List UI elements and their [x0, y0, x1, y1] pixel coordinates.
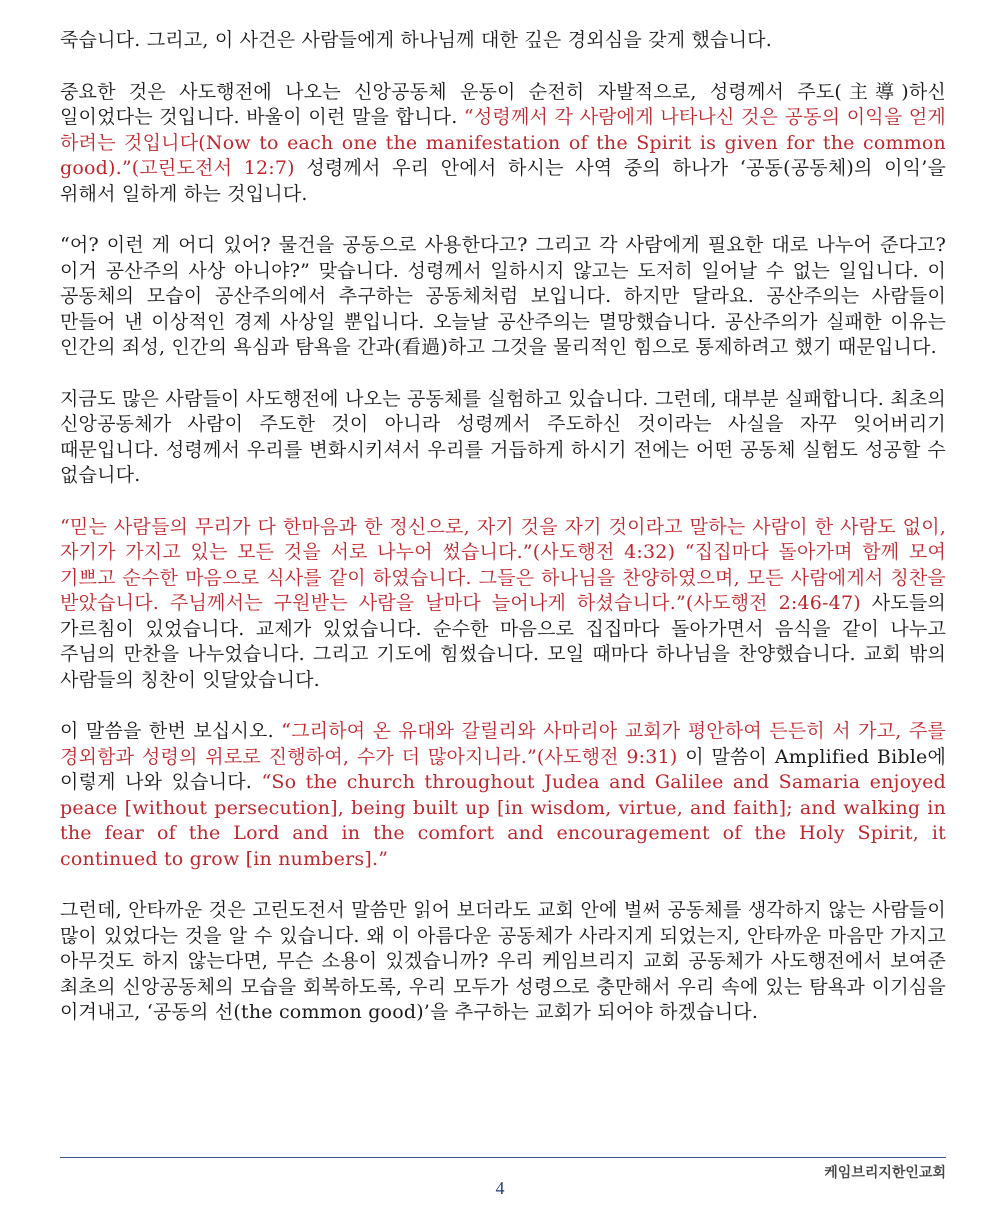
paragraph-text: 중요한 것은 사도행전에 나오는 신앙공동체 운동이 순전히 자발적으로, 성령께서 주도(主導)하신 일이었다는 것입니다. 바울이 이런 말을 합니다. — [60, 80, 946, 128]
footer-church-name: 케임브리지한인교회 — [824, 1165, 946, 1181]
page-body — [60, 28, 946, 1052]
scripture-quote: “믿는 사람들의 무리가 다 한마음과 한 정신으로, 자기 것을 자기 것이라고 말하는 사람이 한 사람도 없이, 자기가 가지고 있는 모든 것을 서로 나누어 썼습니다.”(사도행전 4:32) “집집마다 돌아가며 함께 모여 기쁘고 순수한 마음으로 식사를 같이 하였습니다. 그들은 하나님을 찬양하였으며, 모든 사람에게서 칭찬을 받았습니다. 주님께서는 구원받는 사람을 날마다 늘어나게 하셨습니다.”(사도행전 2:46-47) — [60, 515, 946, 614]
paragraph-text: 지금도 많은 사람들이 사도행전에 나오는 공동체를 실험하고 있습니다. 그런데, 대부분 실패합니다. 최초의 신앙공동체가 사람이 주도한 것이 아니라 성령께서 주도하신 것이라는 사실을 자꾸 잊어버리기 때문입니다. 성령께서 우리를 변화시키셔서 우리를 거듭하게 하시기 전에는 어떤 공동체 실험도 성공할 수 없습니다. — [60, 387, 946, 486]
page-number: 4 — [495, 1178, 505, 1198]
paragraph — [60, 80, 946, 208]
paragraph-text: “어? 이런 게 어디 있어? 물건을 공동으로 사용한다고? 그리고 각 사람에게 필요한 대로 나누어 준다고? 이거 공산주의 사상 아니야?” 맞습니다. 성령께서 일하시지 않고는 도저히 일어날 수 없는 일입니다. 이 공동체의 모습이 공산주의에서 추구하는 공동체처럼 보입니다. 하지만 달라요. 공산주의는 사람들이 만들어 낸 이상적인 경제 사상일 뿐입니다. 오늘날 공산주의는 멸망했습니다. 공산주의가 실패한 이유는 인간의 죄성, 인간의 욕심과 탐욕을 간과(看過)하고 그것을 물리적인 힘으로 통제하려고 했기 때문입니다. — [60, 234, 946, 358]
footer-divider — [60, 1157, 946, 1158]
scripture-quote: “그리하여 온 유대와 갈릴리와 사마리아 교회가 평안하여 든든히 서 가고, 주를 경외함과 성령의 위로로 진행하여, 수가 더 많아지니라.”(사도행전 9:31) — [60, 720, 946, 768]
scripture-quote-english: “So the church throughout Judea and Galilee and Samaria enjoyed peace [without persecution], being built up [in wisdom, virtue, and faith]; and walking in the fear of the Lord and in the comfort and encouragement of the Holy Spirit, it continued to grow [in numbers].” — [60, 771, 946, 870]
paragraph — [60, 28, 946, 54]
paragraph — [60, 387, 946, 489]
paragraph — [60, 233, 946, 361]
paragraph-text: 성령께서 우리 안에서 하시는 사역 중의 하나가 ‘공동(공동체)의 이익’을 위해서 일하게 하는 것입니다. — [60, 157, 946, 205]
paragraph-text: 이 말씀을 한번 보십시오. — [60, 720, 282, 742]
paragraph-text: 그런데, 안타까운 것은 고린도전서 말씀만 읽어 보더라도 교회 안에 벌써 공동체를 생각하지 않는 사람들이 많이 있었다는 것을 알 수 있습니다. 왜 이 아름다운 공동체가 사라지게 되었는지, 안타까운 마음만 가지고 아무것도 하지 않는다면, 무슨 소용이 있겠습니까? 우리 케임브리지 교회 공동체가 사도행전에서 보여준 최초의 신앙공동체의 모습을 회복하도록, 우리 모두가 성령으로 충만해서 우리 속에 있는 탐욕과 이기심을 이겨내고, ‘공동의 선(the common good)’을 추구하는 교회가 되어야 하겠습니다. — [60, 899, 946, 1023]
paragraph — [60, 898, 946, 1026]
paragraph — [60, 515, 946, 694]
paragraph-text: 죽습니다. 그리고, 이 사건은 사람들에게 하나님께 대한 깊은 경외심을 갖게 했습니다. — [60, 29, 772, 51]
scripture-quote: “성령께서 각 사람에게 나타나신 것은 공동의 이익을 얻게 하려는 것입니다(Now to each one the manifestation of the Spirit is given for the common good).”(고린도전서 12:7) — [60, 106, 946, 179]
paragraph — [60, 719, 946, 872]
paragraph-text: 사도들의 가르침이 있었습니다. 교제가 있었습니다. 순수한 마음으로 집집마다 돌아가면서 음식을 같이 나누고 주님의 만찬을 나누었습니다. 그리고 기도에 힘썼습니다. 모일 때마다 하나님을 찬양했습니다. 교회 밖의 사람들의 칭찬이 잇달았습니다. — [60, 592, 946, 691]
paragraph-text: 이 말씀이 Amplified Bible에 이렇게 나와 있습니다. — [60, 745, 946, 793]
